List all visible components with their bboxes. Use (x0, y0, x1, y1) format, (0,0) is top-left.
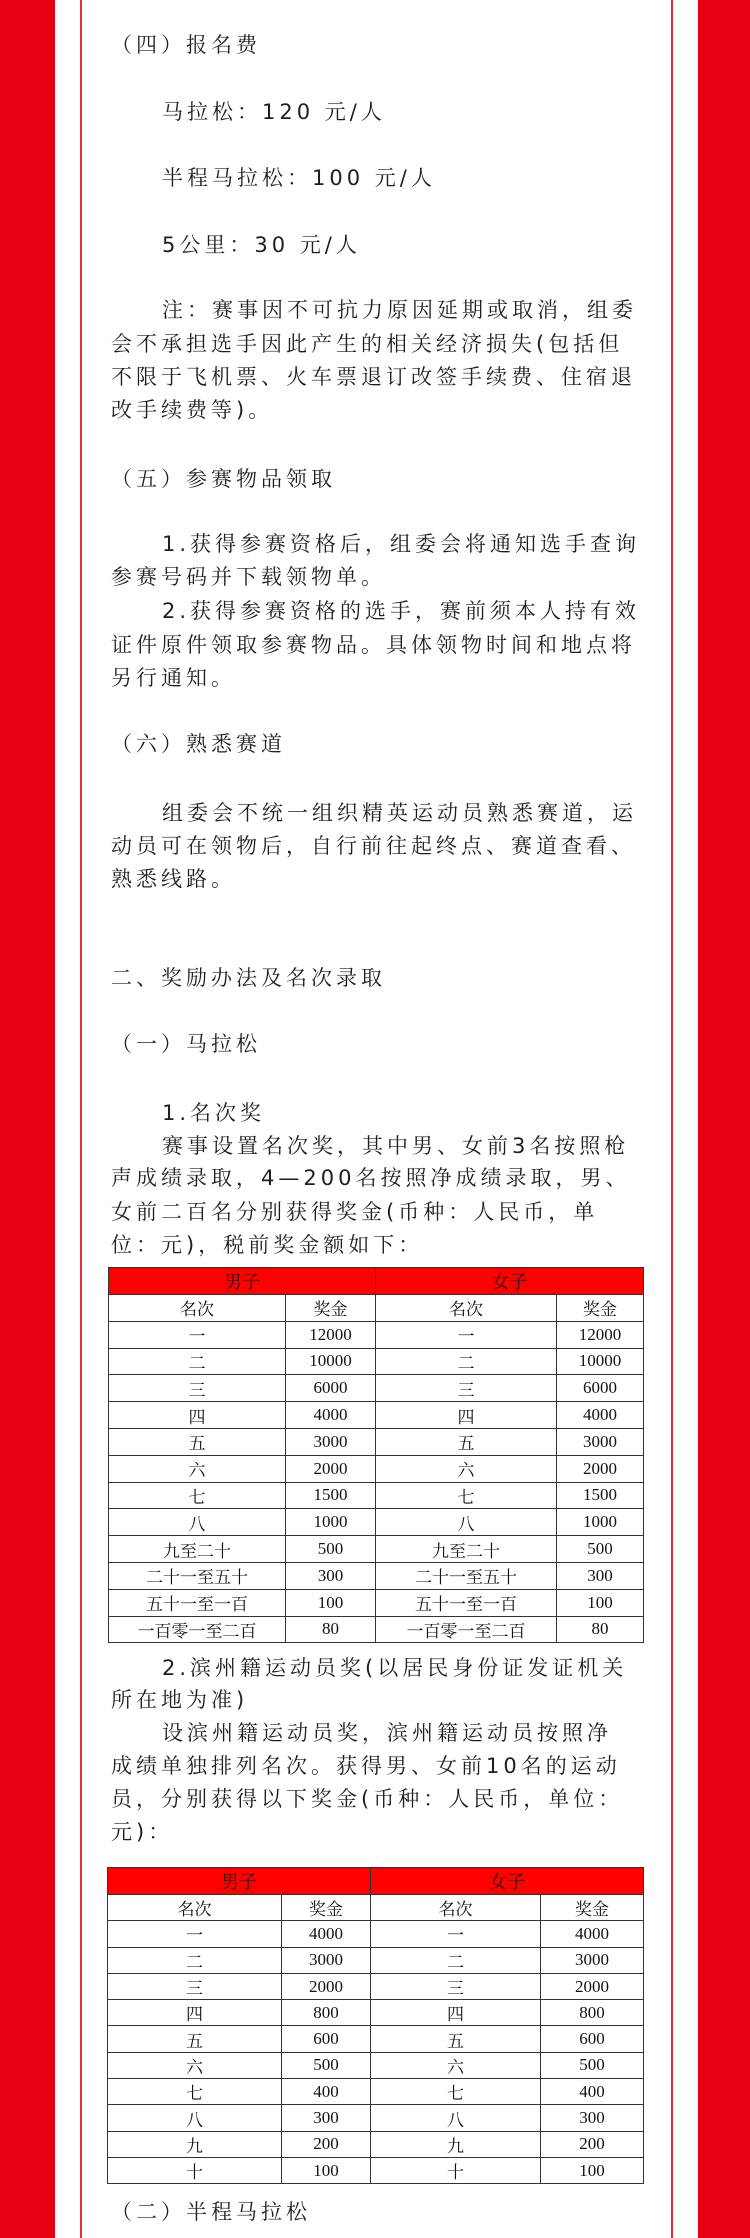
table-row (109, 1562, 644, 1589)
table-row (108, 2105, 644, 2131)
rank-cell: 一 (376, 1321, 557, 1348)
column-header-cell: 名次 (108, 1895, 282, 1921)
prize-cell: 3000 (541, 1947, 644, 1973)
table-group-header (109, 1268, 644, 1295)
fee-note-line: 注：赛事因不可抗力原因延期或取消，组委 (162, 298, 637, 322)
table-row (108, 2026, 644, 2052)
prize-cell: 500 (286, 1536, 376, 1563)
marathon-heading: （一）马拉松 (111, 1032, 261, 1056)
table-row (109, 1616, 644, 1643)
prize-cell: 80 (557, 1616, 644, 1643)
kit-p2-line: 另行通知。 (111, 666, 236, 690)
prize-cell: 4000 (282, 1921, 371, 1947)
prize-cell: 3000 (286, 1428, 376, 1455)
prize-cell: 2000 (286, 1455, 376, 1482)
rank-cell: 九 (108, 2131, 282, 2157)
prize-cell: 1000 (286, 1509, 376, 1536)
rank-cell: 七 (371, 2079, 541, 2105)
table-column-header (109, 1295, 644, 1322)
column-header-cell: 奖金 (286, 1295, 376, 1322)
right-frame-line (671, 0, 673, 2238)
prize-cell: 800 (282, 2000, 371, 2026)
prize-cell: 200 (541, 2131, 644, 2157)
column-header-cell: 名次 (371, 1895, 541, 1921)
local-award-title: 所在地为准) (111, 1688, 249, 1712)
rank-cell: 三 (108, 1973, 282, 1999)
local-award-title: 2.滨州籍运动员奖(以居民身份证发证机关 (162, 1656, 628, 1680)
rank-cell: 二 (371, 1947, 541, 1973)
rank-cell: 五 (371, 2026, 541, 2052)
marathon-prize-table (108, 1267, 644, 1643)
rank-cell: 四 (376, 1402, 557, 1429)
prize-cell: 400 (541, 2079, 644, 2105)
prize-cell: 100 (282, 2157, 371, 2183)
course-heading: （六）熟悉赛道 (111, 732, 286, 756)
table-column-header (108, 1895, 644, 1921)
fee-half-marathon: 半程马拉松：100 元/人 (162, 166, 436, 190)
prize-cell: 300 (557, 1562, 644, 1589)
left-red-band (0, 0, 55, 2238)
course-line: 动员可在领物后，自行前往起终点、赛道查看、 (111, 834, 636, 858)
rank-award-line: 位：元)，税前奖金额如下： (111, 1233, 424, 1257)
table-row (109, 1455, 644, 1482)
table-row (109, 1375, 644, 1402)
table-row (109, 1428, 644, 1455)
rank-cell: 十 (371, 2157, 541, 2183)
local-athlete-prize-table (107, 1867, 644, 2184)
rank-cell: 一 (109, 1321, 286, 1348)
local-award-line: 元)： (111, 1820, 174, 1844)
awards-heading: 二、奖励办法及名次录取 (111, 966, 386, 990)
table-row (109, 1321, 644, 1348)
rank-cell: 一百零一至二百 (376, 1616, 557, 1643)
rank-cell: 六 (371, 2052, 541, 2078)
table-row (108, 1973, 644, 1999)
kit-p1-line: 参赛号码并下载领物单。 (111, 565, 386, 589)
column-header-cell: 奖金 (282, 1895, 371, 1921)
rank-cell: 三 (376, 1375, 557, 1402)
prize-cell: 12000 (557, 1321, 644, 1348)
group-header-cell: 女子 (376, 1268, 644, 1295)
rank-award-line: 声成绩录取，4—200名按照净成绩录取，男、 (111, 1166, 631, 1190)
rank-cell: 五十一至一百 (109, 1589, 286, 1616)
local-award-line: 员，分别获得以下奖金(币种：人民币，单位： (111, 1787, 624, 1811)
table-row (108, 1921, 644, 1947)
prize-cell: 10000 (286, 1348, 376, 1375)
prize-cell: 4000 (541, 1921, 644, 1947)
rank-cell: 八 (371, 2105, 541, 2131)
table-row (108, 2052, 644, 2078)
table-row (108, 2000, 644, 2026)
prize-cell: 600 (541, 2026, 644, 2052)
course-line: 组委会不统一组织精英运动员熟悉赛道，运 (162, 801, 637, 825)
prize-cell: 4000 (286, 1402, 376, 1429)
rank-cell: 七 (109, 1482, 286, 1509)
rank-cell: 八 (376, 1509, 557, 1536)
prize-cell: 1000 (557, 1509, 644, 1536)
fee-heading: （四）报名费 (111, 33, 261, 57)
prize-cell: 500 (557, 1536, 644, 1563)
rank-cell: 一 (371, 1921, 541, 1947)
prize-cell: 300 (282, 2105, 371, 2131)
prize-cell: 100 (286, 1589, 376, 1616)
fee-note-line: 会不承担选手因此产生的相关经济损失(包括但 (111, 332, 624, 356)
rank-cell: 一百零一至二百 (109, 1616, 286, 1643)
group-header-cell: 男子 (108, 1868, 371, 1895)
rank-cell: 三 (109, 1375, 286, 1402)
prize-cell: 6000 (557, 1375, 644, 1402)
rank-cell: 八 (109, 1509, 286, 1536)
rank-cell: 六 (376, 1455, 557, 1482)
rank-cell: 八 (108, 2105, 282, 2131)
rank-award-line: 赛事设置名次奖，其中男、女前3名按照枪 (162, 1134, 630, 1158)
table-row (109, 1509, 644, 1536)
kit-heading: （五）参赛物品领取 (111, 467, 336, 491)
fee-marathon: 马拉松：120 元/人 (162, 100, 386, 124)
table-row (109, 1482, 644, 1509)
rank-cell: 五 (109, 1428, 286, 1455)
table-row (108, 2157, 644, 2183)
rank-cell: 五十一至一百 (376, 1589, 557, 1616)
rank-cell: 四 (109, 1402, 286, 1429)
rank-cell: 五 (376, 1428, 557, 1455)
rank-cell: 六 (108, 2052, 282, 2078)
local-award-line: 设滨州籍运动员奖，滨州籍运动员按照净 (162, 1721, 612, 1745)
table-row (109, 1589, 644, 1616)
table-row (108, 1947, 644, 1973)
prize-cell: 12000 (286, 1321, 376, 1348)
prize-cell: 3000 (282, 1947, 371, 1973)
table-row (109, 1536, 644, 1563)
fee-note-line: 不限于飞机票、火车票退订改签手续费、住宿退 (111, 365, 636, 389)
prize-cell: 10000 (557, 1348, 644, 1375)
rank-cell: 二十一至五十 (109, 1562, 286, 1589)
rank-cell: 三 (371, 1973, 541, 1999)
rank-cell: 四 (108, 2000, 282, 2026)
course-line: 熟悉线路。 (111, 867, 236, 891)
kit-p2-line: 证件原件领取参赛物品。具体领物时间和地点将 (111, 633, 636, 657)
prize-cell: 2000 (282, 1973, 371, 1999)
rank-cell: 十 (108, 2157, 282, 2183)
group-header-cell: 女子 (371, 1868, 644, 1895)
prize-cell: 500 (541, 2052, 644, 2078)
half-marathon-heading: （二）半程马拉松 (111, 2200, 311, 2224)
rank-award-line: 女前二百名分别获得奖金(币种：人民币，单 (111, 1200, 599, 1224)
kit-p1-line: 1.获得参赛资格后，组委会将通知选手查询 (162, 532, 641, 556)
prize-cell: 6000 (286, 1375, 376, 1402)
prize-cell: 1500 (286, 1482, 376, 1509)
rank-cell: 二 (109, 1348, 286, 1375)
column-header-cell: 名次 (376, 1295, 557, 1322)
rank-cell: 二十一至五十 (376, 1562, 557, 1589)
prize-cell: 80 (286, 1616, 376, 1643)
prize-cell: 800 (541, 2000, 644, 2026)
rank-cell: 九至二十 (376, 1536, 557, 1563)
group-header-cell: 男子 (109, 1268, 376, 1295)
rank-award-title: 1.名次奖 (162, 1101, 266, 1125)
fee-5k: 5公里：30 元/人 (162, 233, 361, 257)
rank-cell: 六 (109, 1455, 286, 1482)
prize-cell: 3000 (557, 1428, 644, 1455)
local-award-line: 成绩单独排列名次。获得男、女前10名的运动 (111, 1754, 621, 1778)
rank-cell: 七 (108, 2079, 282, 2105)
prize-cell: 2000 (557, 1455, 644, 1482)
table-row (108, 2079, 644, 2105)
kit-p2-line: 2.获得参赛资格的选手，赛前须本人持有效 (162, 599, 641, 623)
column-header-cell: 奖金 (557, 1295, 644, 1322)
rank-cell: 四 (371, 2000, 541, 2026)
prize-cell: 4000 (557, 1402, 644, 1429)
column-header-cell: 奖金 (541, 1895, 644, 1921)
rank-cell: 二 (376, 1348, 557, 1375)
right-red-band (698, 0, 750, 2238)
prize-cell: 100 (557, 1589, 644, 1616)
prize-cell: 600 (282, 2026, 371, 2052)
prize-cell: 300 (286, 1562, 376, 1589)
rank-cell: 七 (376, 1482, 557, 1509)
rank-cell: 九至二十 (109, 1536, 286, 1563)
prize-cell: 200 (282, 2131, 371, 2157)
table-row (108, 2131, 644, 2157)
left-frame-line (80, 0, 82, 2238)
table-row (109, 1402, 644, 1429)
prize-cell: 300 (541, 2105, 644, 2131)
column-header-cell: 名次 (109, 1295, 286, 1322)
rank-cell: 五 (108, 2026, 282, 2052)
table-group-header (108, 1868, 644, 1895)
rank-cell: 二 (108, 1947, 282, 1973)
fee-note-line: 改手续费等)。 (111, 398, 274, 422)
prize-cell: 1500 (557, 1482, 644, 1509)
rank-cell: 一 (108, 1921, 282, 1947)
rank-cell: 九 (371, 2131, 541, 2157)
prize-cell: 100 (541, 2157, 644, 2183)
prize-cell: 500 (282, 2052, 371, 2078)
prize-cell: 400 (282, 2079, 371, 2105)
prize-cell: 2000 (541, 1973, 644, 1999)
table-row (109, 1348, 644, 1375)
